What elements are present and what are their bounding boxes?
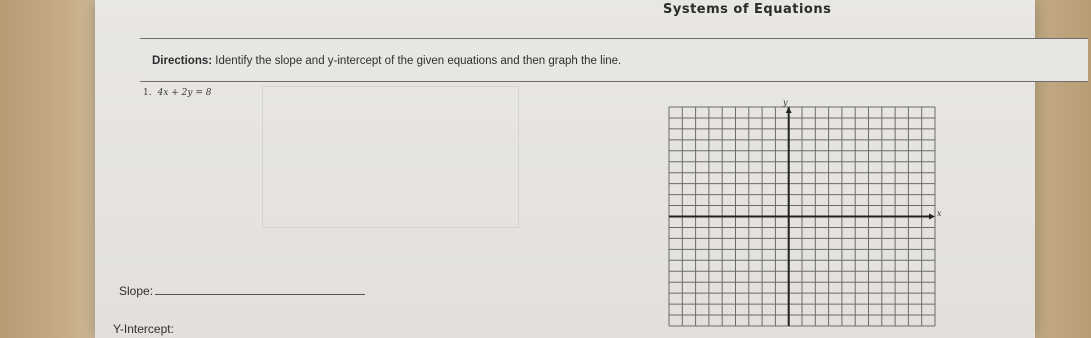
coordinate-grid[interactable] — [669, 98, 942, 326]
directions-text — [152, 55, 621, 67]
work-area — [262, 86, 519, 228]
slope-blank[interactable] — [155, 284, 365, 295]
x-axis-arrow-icon — [929, 214, 935, 220]
x-axis-label: x — [937, 209, 942, 218]
worksheet-title: Systems of Equations — [663, 2, 832, 17]
problem-1 — [143, 88, 211, 98]
y-intercept-field[interactable] — [113, 322, 174, 336]
problem-equation: 4x + 2y = 8 — [157, 88, 212, 98]
slope-field[interactable] — [119, 284, 365, 298]
directions-body: Identify the slope and y-intercept of the given equations and then graph the line. — [212, 55, 622, 67]
y-axis-arrow-icon — [786, 107, 792, 113]
grid-lines — [669, 107, 935, 326]
y-intercept-label: Y-Intercept: — [113, 322, 174, 336]
slope-label: Slope: — [119, 284, 154, 298]
directions-label: Directions: — [152, 55, 213, 67]
y-axis-label: y — [783, 98, 788, 107]
problem-number: 1. — [143, 88, 152, 98]
